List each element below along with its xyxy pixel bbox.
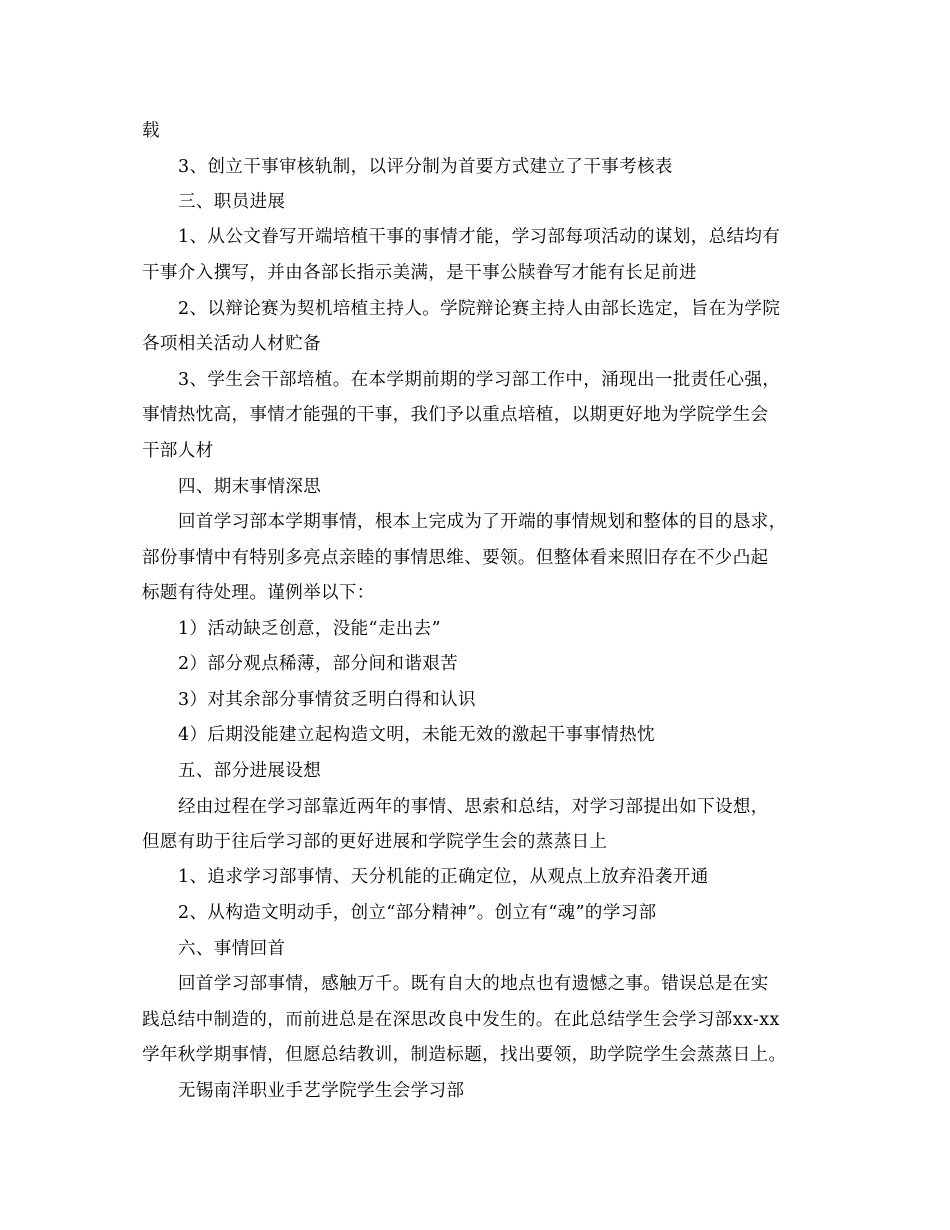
section-heading: 四、期末事情深思	[178, 477, 322, 497]
list-item: 2）部分观点稀薄，部分间和谐艰苦	[178, 654, 459, 674]
paragraph-line: 干事介入撰写，并由各部长指示美满，是干事公牍眷写才能有长足前进	[142, 263, 697, 283]
paragraph-line: 3、创立干事审核轨制，以评分制为首要方式建立了干事考核表	[178, 157, 673, 177]
paragraph-line: 部份事情中有特别多亮点亲睦的事情思维、要领。但整体看来照旧存在不少凸起	[142, 548, 769, 568]
paragraph-line: 2、以辩论赛为契机培植主持人。学院辩论赛主持人由部长选定，旨在为学院	[178, 299, 781, 319]
paragraph-line: 回首学习部事情，感触万千。既有自大的地点也有遗憾之事。错误总是在实	[178, 974, 769, 994]
list-item: 4）后期没能建立起构造文明，未能无效的激起干事事情热忱	[178, 725, 655, 745]
paragraph-line: 经由过程在学习部靠近两年的事情、思索和总结，对学习部提出如下设想，	[178, 797, 769, 817]
paragraph-line: 但愿有助于往后学习部的更好进展和学院学生会的蒸蒸日上	[142, 832, 608, 852]
paragraph-line: 学年秋学期事情，但愿总结教训，制造标题，找出要领，助学院学生会蒸蒸日上。	[142, 1045, 787, 1065]
paragraph-line: 载	[142, 121, 160, 141]
list-item: 1）活动缺乏创意，没能“走出去”	[178, 619, 441, 639]
paragraph-line: 回首学习部本学期事情，根本上完成为了开端的事情规划和整体的目的恳求，	[178, 512, 787, 532]
section-heading: 三、职员进展	[178, 192, 286, 212]
paragraph-line: 标题有待处理。谨例举以下：	[142, 583, 375, 603]
paragraph-line: 践总结中制造的，而前进总是在深思改良中发生的。在此总结学生会学习部xx-xx	[142, 1010, 780, 1030]
paragraph-line: 干部人材	[142, 441, 214, 461]
paragraph-line: 事情热忱高，事情才能强的干事，我们予以重点培植，以期更好地为学院学生会	[142, 405, 769, 425]
signature-line: 无锡南洋职业手艺学院学生会学习部	[178, 1081, 465, 1101]
paragraph-line: 3、学生会干部培植。在本学期前期的学习部工作中，涌现出一批责任心强，	[178, 370, 781, 390]
section-heading: 五、部分进展设想	[178, 761, 322, 781]
list-item: 3）对其余部分事情贫乏明白得和认识	[178, 690, 476, 710]
list-item: 2、从构造文明动手，创立“部分精神”。创立有“魂”的学习部	[178, 903, 657, 923]
paragraph-line: 1、从公文眷写开端培植干事的事情才能，学习部每项活动的谋划，总结均有	[178, 227, 781, 247]
paragraph-line: 各项相关活动人材贮备	[142, 334, 321, 354]
section-heading: 六、事情回首	[178, 939, 286, 959]
list-item: 1、追求学习部事情、天分机能的正确定位，从观点上放弃沿袭开通	[178, 867, 709, 887]
